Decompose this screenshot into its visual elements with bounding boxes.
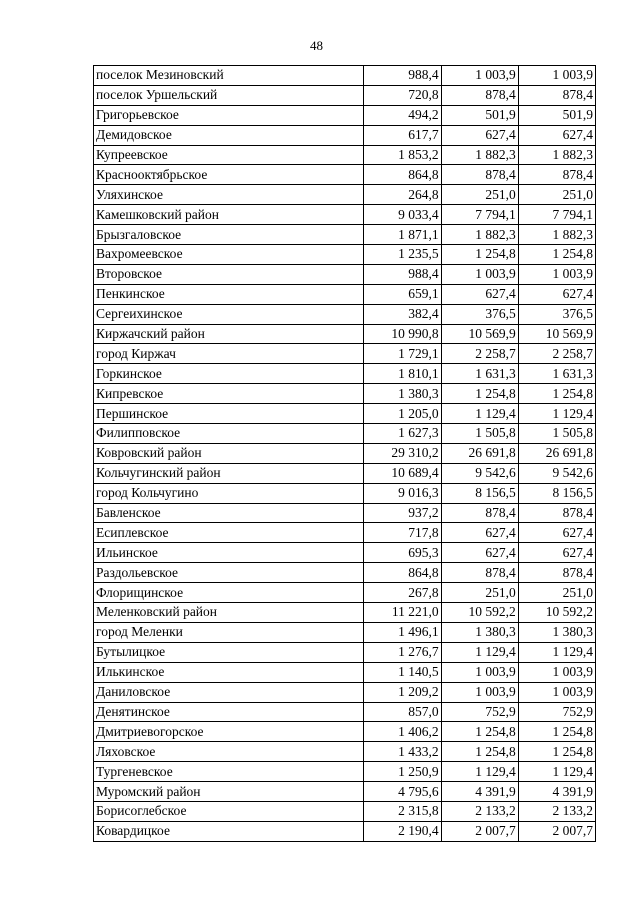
value-2-cell: 1 003,9 — [441, 682, 518, 702]
value-3-cell: 501,9 — [518, 105, 595, 125]
municipality-name-cell: Борисоглебское — [94, 801, 364, 821]
municipality-name-cell: поселок Мезиновский — [94, 66, 364, 86]
value-2-cell: 1 254,8 — [441, 722, 518, 742]
value-2-cell: 878,4 — [441, 85, 518, 105]
municipality-name-cell: Вахромеевское — [94, 245, 364, 265]
value-3-cell: 4 391,9 — [518, 782, 595, 802]
table-row — [94, 324, 596, 344]
table-row — [94, 384, 596, 404]
value-3-cell: 1 129,4 — [518, 642, 595, 662]
value-3-cell: 26 691,8 — [518, 443, 595, 463]
value-1-cell: 494,2 — [364, 105, 441, 125]
municipality-name-cell: город Меленки — [94, 622, 364, 642]
municipality-name-cell: Дмитриевогорское — [94, 722, 364, 742]
table-row — [94, 662, 596, 682]
value-1-cell: 1 871,1 — [364, 225, 441, 245]
table-row — [94, 85, 596, 105]
value-1-cell: 695,3 — [364, 543, 441, 563]
municipality-name-cell: Киржачский район — [94, 324, 364, 344]
value-2-cell: 7 794,1 — [441, 205, 518, 225]
table-row — [94, 125, 596, 145]
value-2-cell: 1 129,4 — [441, 404, 518, 424]
value-2-cell: 627,4 — [441, 523, 518, 543]
municipality-name-cell: Раздольевское — [94, 563, 364, 583]
municipality-name-cell: Второвское — [94, 264, 364, 284]
value-3-cell: 878,4 — [518, 165, 595, 185]
value-2-cell: 1 380,3 — [441, 622, 518, 642]
value-3-cell: 1 380,3 — [518, 622, 595, 642]
value-1-cell: 264,8 — [364, 185, 441, 205]
value-1-cell: 4 795,6 — [364, 782, 441, 802]
value-2-cell: 1 003,9 — [441, 66, 518, 86]
page-number: 48 — [310, 38, 323, 53]
municipality-name-cell: Ляховское — [94, 742, 364, 762]
municipality-name-cell: Бутылицкое — [94, 642, 364, 662]
value-2-cell: 627,4 — [441, 543, 518, 563]
table-row — [94, 165, 596, 185]
table-row — [94, 304, 596, 324]
value-1-cell: 11 221,0 — [364, 603, 441, 623]
value-2-cell: 1 254,8 — [441, 384, 518, 404]
value-3-cell: 1 254,8 — [518, 722, 595, 742]
table-row — [94, 503, 596, 523]
municipality-name-cell: Григорьевское — [94, 105, 364, 125]
value-1-cell: 1 250,9 — [364, 762, 441, 782]
value-1-cell: 29 310,2 — [364, 443, 441, 463]
municipality-name-cell: город Киржач — [94, 344, 364, 364]
value-3-cell: 1 882,3 — [518, 145, 595, 165]
value-2-cell: 8 156,5 — [441, 483, 518, 503]
value-3-cell: 1 129,4 — [518, 762, 595, 782]
value-3-cell: 1 129,4 — [518, 404, 595, 424]
value-3-cell: 878,4 — [518, 503, 595, 523]
value-1-cell: 1 496,1 — [364, 622, 441, 642]
value-1-cell: 10 990,8 — [364, 324, 441, 344]
value-3-cell: 1 003,9 — [518, 66, 595, 86]
value-1-cell: 10 689,4 — [364, 463, 441, 483]
value-3-cell: 1 003,9 — [518, 264, 595, 284]
value-2-cell: 2 133,2 — [441, 801, 518, 821]
table-row — [94, 205, 596, 225]
value-1-cell: 864,8 — [364, 563, 441, 583]
table-row — [94, 344, 596, 364]
value-1-cell: 1 140,5 — [364, 662, 441, 682]
table-row — [94, 563, 596, 583]
municipality-name-cell: Муромский район — [94, 782, 364, 802]
value-3-cell: 251,0 — [518, 583, 595, 603]
value-2-cell: 878,4 — [441, 563, 518, 583]
municipality-name-cell: Тургеневское — [94, 762, 364, 782]
municipality-name-cell: Кипревское — [94, 384, 364, 404]
value-2-cell: 627,4 — [441, 125, 518, 145]
value-1-cell: 617,7 — [364, 125, 441, 145]
table-row — [94, 583, 596, 603]
value-3-cell: 1 003,9 — [518, 682, 595, 702]
municipality-name-cell: Краснооктябрьское — [94, 165, 364, 185]
value-3-cell: 8 156,5 — [518, 483, 595, 503]
value-1-cell: 659,1 — [364, 284, 441, 304]
municipality-name-cell: Бавленское — [94, 503, 364, 523]
value-1-cell: 1 627,3 — [364, 424, 441, 444]
value-2-cell: 1 003,9 — [441, 662, 518, 682]
municipality-name-cell: Даниловское — [94, 682, 364, 702]
value-2-cell: 4 391,9 — [441, 782, 518, 802]
value-2-cell: 501,9 — [441, 105, 518, 125]
value-3-cell: 7 794,1 — [518, 205, 595, 225]
table-row — [94, 364, 596, 384]
value-2-cell: 878,4 — [441, 165, 518, 185]
municipality-name-cell: Камешковский район — [94, 205, 364, 225]
municipality-name-cell: город Кольчугино — [94, 483, 364, 503]
municipality-name-cell: Меленковский район — [94, 603, 364, 623]
value-3-cell: 878,4 — [518, 563, 595, 583]
value-2-cell: 10 592,2 — [441, 603, 518, 623]
table-row — [94, 702, 596, 722]
value-1-cell: 1 209,2 — [364, 682, 441, 702]
table-row — [94, 105, 596, 125]
value-3-cell: 10 569,9 — [518, 324, 595, 344]
value-1-cell: 267,8 — [364, 583, 441, 603]
table-row — [94, 483, 596, 503]
table-row — [94, 145, 596, 165]
value-3-cell: 1 505,8 — [518, 424, 595, 444]
table-row — [94, 523, 596, 543]
table-row — [94, 782, 596, 802]
municipality-name-cell: Купреевское — [94, 145, 364, 165]
value-2-cell: 1 882,3 — [441, 145, 518, 165]
table-row — [94, 463, 596, 483]
table-row — [94, 622, 596, 642]
value-1-cell: 1 433,2 — [364, 742, 441, 762]
municipality-name-cell: Пенкинское — [94, 284, 364, 304]
value-2-cell: 1 129,4 — [441, 642, 518, 662]
municipality-name-cell: Першинское — [94, 404, 364, 424]
value-1-cell: 1 406,2 — [364, 722, 441, 742]
value-3-cell: 1 631,3 — [518, 364, 595, 384]
value-3-cell: 1 882,3 — [518, 225, 595, 245]
value-3-cell: 251,0 — [518, 185, 595, 205]
table-row — [94, 801, 596, 821]
value-2-cell: 10 569,9 — [441, 324, 518, 344]
municipality-name-cell: поселок Уршельский — [94, 85, 364, 105]
value-2-cell: 1 631,3 — [441, 364, 518, 384]
table-row — [94, 284, 596, 304]
value-3-cell: 10 592,2 — [518, 603, 595, 623]
value-2-cell: 878,4 — [441, 503, 518, 523]
value-1-cell: 717,8 — [364, 523, 441, 543]
value-2-cell: 26 691,8 — [441, 443, 518, 463]
value-3-cell: 878,4 — [518, 85, 595, 105]
value-3-cell: 627,4 — [518, 523, 595, 543]
value-1-cell: 2 315,8 — [364, 801, 441, 821]
value-3-cell: 376,5 — [518, 304, 595, 324]
municipality-name-cell: Ковардицкое — [94, 821, 364, 841]
value-3-cell: 1 254,8 — [518, 384, 595, 404]
table-row — [94, 682, 596, 702]
municipality-name-cell: Денятинское — [94, 702, 364, 722]
table-body — [94, 66, 596, 842]
value-1-cell: 1 276,7 — [364, 642, 441, 662]
data-table — [93, 65, 596, 842]
table-row — [94, 722, 596, 742]
table-row — [94, 404, 596, 424]
value-2-cell: 376,5 — [441, 304, 518, 324]
value-1-cell: 864,8 — [364, 165, 441, 185]
value-1-cell: 9 016,3 — [364, 483, 441, 503]
value-2-cell: 1 882,3 — [441, 225, 518, 245]
municipality-name-cell: Есиплевское — [94, 523, 364, 543]
value-1-cell: 1 853,2 — [364, 145, 441, 165]
value-2-cell: 1 254,8 — [441, 742, 518, 762]
value-3-cell: 1 254,8 — [518, 245, 595, 265]
table-row — [94, 603, 596, 623]
table-row — [94, 66, 596, 86]
table-row — [94, 185, 596, 205]
value-1-cell: 1 205,0 — [364, 404, 441, 424]
table-row — [94, 443, 596, 463]
value-1-cell: 937,2 — [364, 503, 441, 523]
value-2-cell: 9 542,6 — [441, 463, 518, 483]
municipality-name-cell: Сергеихинское — [94, 304, 364, 324]
municipality-name-cell: Ильинское — [94, 543, 364, 563]
value-1-cell: 2 190,4 — [364, 821, 441, 841]
value-3-cell: 627,4 — [518, 543, 595, 563]
value-3-cell: 627,4 — [518, 125, 595, 145]
table-row — [94, 245, 596, 265]
value-1-cell: 382,4 — [364, 304, 441, 324]
value-2-cell: 251,0 — [441, 583, 518, 603]
value-1-cell: 1 235,5 — [364, 245, 441, 265]
municipality-name-cell: Илькинское — [94, 662, 364, 682]
value-1-cell: 1 810,1 — [364, 364, 441, 384]
value-3-cell: 2 007,7 — [518, 821, 595, 841]
municipality-name-cell: Горкинское — [94, 364, 364, 384]
table-row — [94, 742, 596, 762]
value-2-cell: 1 003,9 — [441, 264, 518, 284]
municipality-name-cell: Уляхинское — [94, 185, 364, 205]
value-1-cell: 988,4 — [364, 66, 441, 86]
value-2-cell: 251,0 — [441, 185, 518, 205]
table-row — [94, 264, 596, 284]
value-2-cell: 1 505,8 — [441, 424, 518, 444]
table-row — [94, 821, 596, 841]
value-1-cell: 9 033,4 — [364, 205, 441, 225]
value-3-cell: 9 542,6 — [518, 463, 595, 483]
value-2-cell: 752,9 — [441, 702, 518, 722]
table-row — [94, 762, 596, 782]
value-2-cell: 2 258,7 — [441, 344, 518, 364]
value-3-cell: 1 003,9 — [518, 662, 595, 682]
value-3-cell: 2 133,2 — [518, 801, 595, 821]
table-row — [94, 543, 596, 563]
municipality-name-cell: Флорищинское — [94, 583, 364, 603]
value-3-cell: 627,4 — [518, 284, 595, 304]
value-3-cell: 752,9 — [518, 702, 595, 722]
municipality-name-cell: Брызгаловское — [94, 225, 364, 245]
table-row — [94, 424, 596, 444]
value-1-cell: 1 380,3 — [364, 384, 441, 404]
municipality-name-cell: Кольчугинский район — [94, 463, 364, 483]
value-1-cell: 988,4 — [364, 264, 441, 284]
value-1-cell: 720,8 — [364, 85, 441, 105]
municipality-name-cell: Ковровский район — [94, 443, 364, 463]
value-2-cell: 1 254,8 — [441, 245, 518, 265]
value-3-cell: 1 254,8 — [518, 742, 595, 762]
municipality-name-cell: Демидовское — [94, 125, 364, 145]
municipality-name-cell: Филипповское — [94, 424, 364, 444]
value-2-cell: 1 129,4 — [441, 762, 518, 782]
table-row — [94, 642, 596, 662]
value-1-cell: 1 729,1 — [364, 344, 441, 364]
value-2-cell: 2 007,7 — [441, 821, 518, 841]
value-2-cell: 627,4 — [441, 284, 518, 304]
table-row — [94, 225, 596, 245]
value-1-cell: 857,0 — [364, 702, 441, 722]
value-3-cell: 2 258,7 — [518, 344, 595, 364]
